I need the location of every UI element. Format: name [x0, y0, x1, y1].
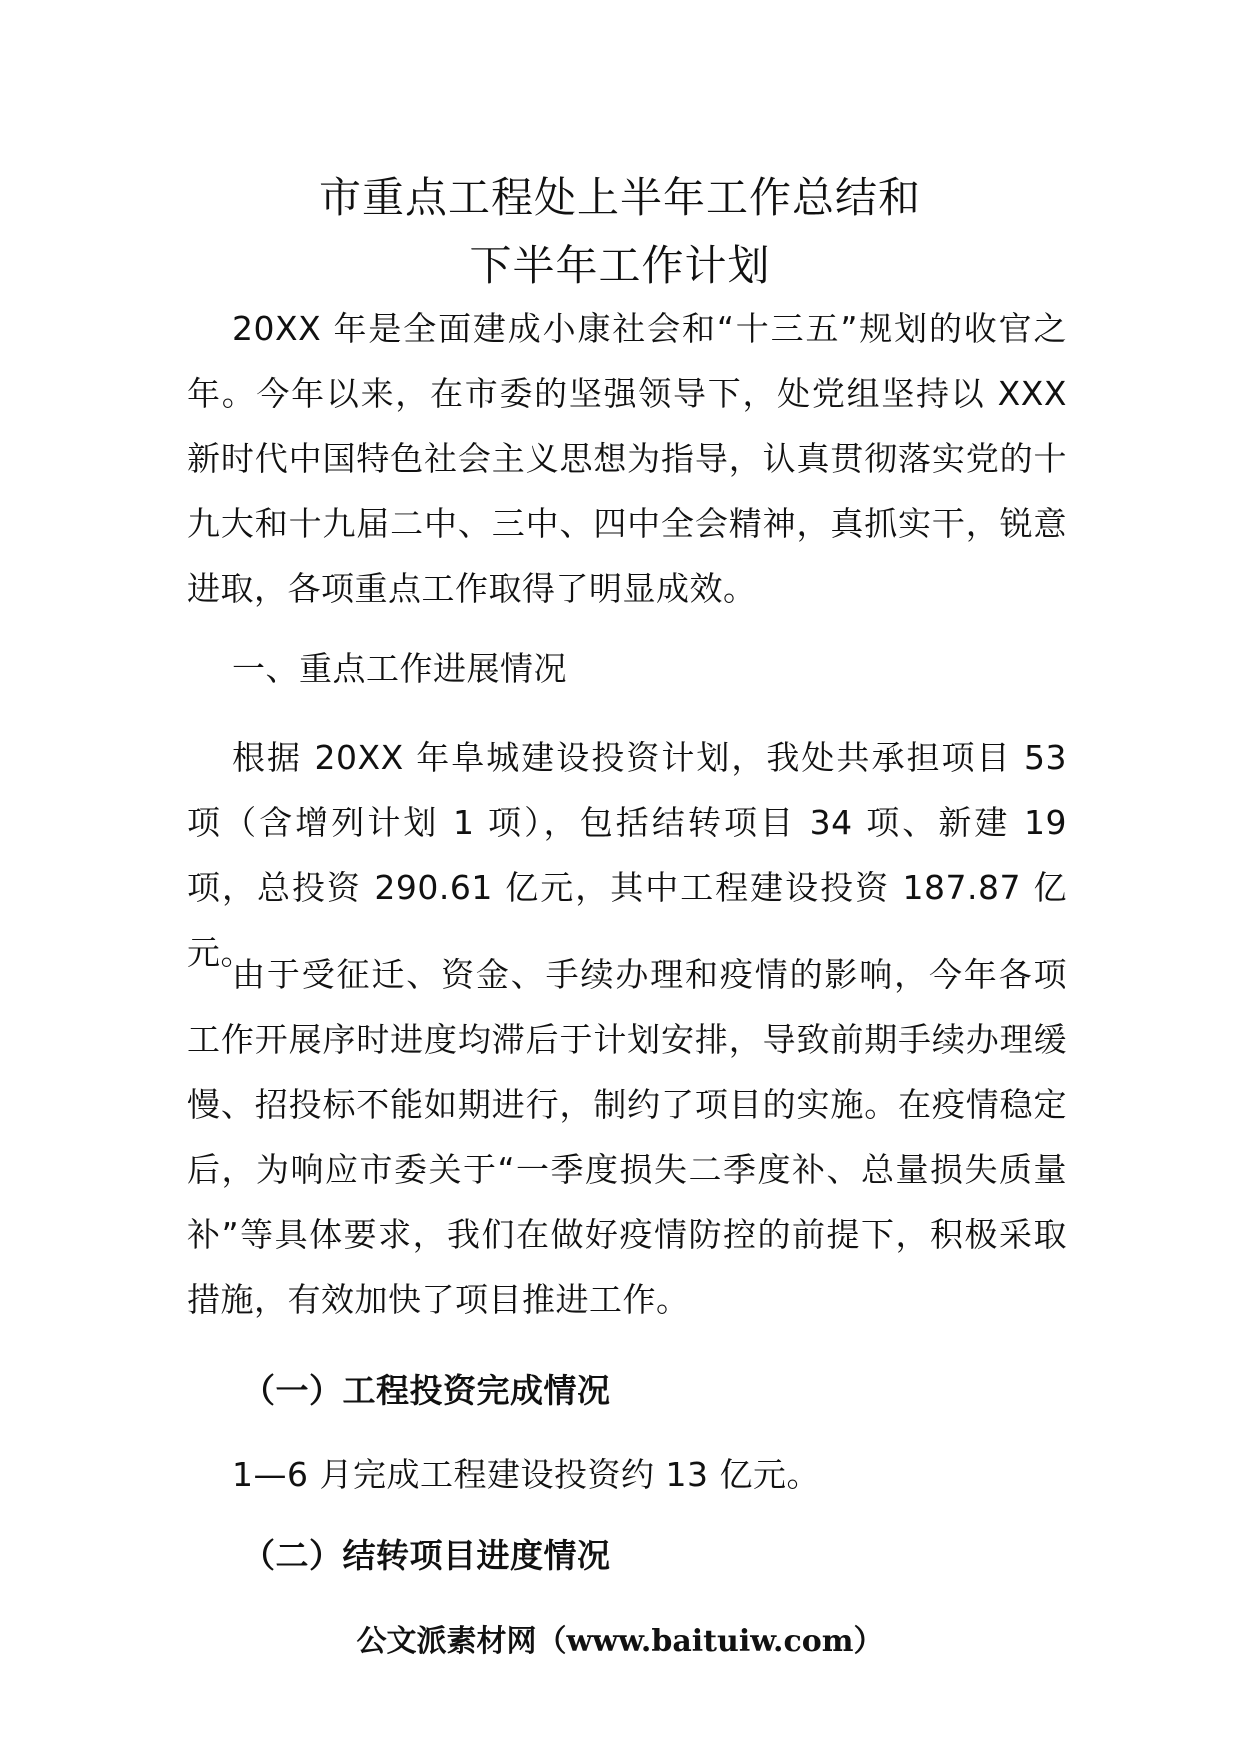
document-title-line-2: 下半年工作计划 [469, 241, 771, 290]
subheading-carryover: （二）结转项目进度情况 [242, 1536, 611, 1575]
footer-watermark: 公文派素材网（www.baituiw.com） [356, 1624, 884, 1659]
document-title-line-1: 市重点工程处上半年工作总结和 [318, 173, 921, 222]
subheading-investment: （一）工程投资完成情况 [242, 1371, 611, 1410]
progress-paragraph: 由于受征迁、资金、手续办理和疫情的影响，今年各项工作开展序时进度均滞后于计划安排，导致前期手续办理缓慢、招投标不能如期进行，制约了项目的实施。在疫情稳定后，为响应市委关于“一季度损失二季度补、总量损失质量补”等具体要求，我们在做好疫情防控的前提下，积极采取措施，有效加快了项目推进工作。 [187, 955, 1067, 1319]
investment-paragraph: 1—6 月完成工程建设投资约 13 亿元。 [232, 1455, 820, 1494]
projects-paragraph: 根据 20XX 年阜城建设投资计划，我处共承担项目 53 项（含增列计划 1 项），包括结转项目 34 项、新建 19 项，总投资 290.61 亿元，其中工程建设投资 187.87 亿元。 [187, 738, 1067, 972]
intro-paragraph: 20XX 年是全面建成小康社会和“十三五”规划的收官之年。今年以来，在市委的坚强领导下，处党组坚持以 XXX 新时代中国特色社会主义思想为指导，认真贯彻落实党的十九大和十九届二中、三中、四中全会精神，真抓实干，锐意进取，各项重点工作取得了明显成效。 [187, 309, 1067, 608]
section-heading-1: 一、重点工作进展情况 [232, 649, 567, 688]
